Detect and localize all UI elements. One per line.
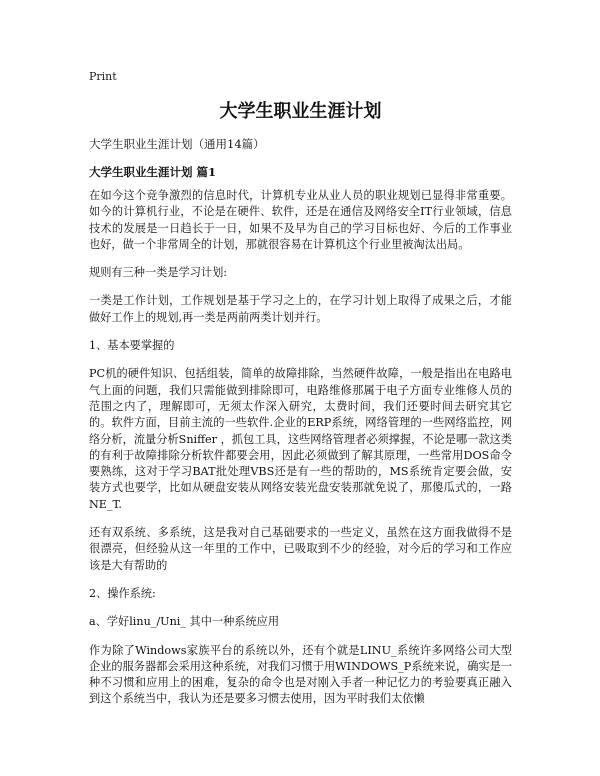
print-link[interactable]: Print	[89, 70, 117, 83]
page-title: 大学生职业生涯计划	[219, 101, 382, 122]
paragraph: 还有双系统、多系统，这是我对自己基础要求的一些定义，虽然在这方面我做得不是很漂亮，但经验从这一年里的工作中，已吸取到不少的经验，对今后的学习和工作应该是大有帮助的	[89, 526, 512, 572]
paragraph: 在如今这个竞争激烈的信息时代，计算机专业从业人员的职业规划已显得非常重要。如今的计算机行业，不论是在硬件、软件，还是在通信及网络安全IT行业领域，信息技术的发展是一日趋长于一日，如果不及早为自己的学习目标也好、今后的工作事业也好，做一个非常周全的计划，那就很容易在计算机这个行业里被淘汰出局。	[89, 189, 512, 251]
paragraph: a、学好linu_/Uni_ 其中一种系统应用	[89, 615, 280, 629]
paragraph: 作为除了Windows家族平台的系统以外，还有个就是LINU_系统许多网络公司大型企业的服务器都会采用这种系统，对我们习惯于用WINDOWS_P系统来说，确实是一种不习惯和应用上的困难，复杂的命令也是对刚入手者一种记忆力的考验要真正融入到这个系统当中，我认为还是要多习惯去使用，因为平时我们太依懒	[89, 643, 512, 706]
paragraph-heading: 1、基本要掌握的	[89, 339, 175, 353]
paragraph: 规则有三种一类是学习计划:	[89, 266, 228, 280]
section-heading: 大学生职业生涯计划 篇1	[89, 165, 217, 179]
paragraph-heading: 2、操作系统:	[89, 586, 156, 600]
document-subtitle: 大学生职业生涯计划（通用14篇）	[89, 137, 265, 151]
paragraph: 一类是工作计划，工作规划是基于学习之上的，在学习计划上取得了成果之后，才能做好工作上的规划,再一类是两前两类计划并行。	[89, 294, 512, 324]
paragraph: PC机的硬件知识、包括组装，简单的故障排除，当然硬件故障，一般是指出在电路电气上面的问题，我们只需能做到排除即可，电路维修那属于电子方面专业维修人员的范围之内了，理解即可，无须太作深入研究，太费时间，我们还要时间去研究其它的。软件方面，目前主流的一些软件.企业的ERP系统，网络管理的一些网络监控，网络分析，流量分析Sniffer ，抓包工具，这些网络管理者必须撑握，不论是哪一款这类的有利于故障排除分析软件都要会用，因此必须做到了解其原理，一些常用DOS命令要熟练，这对于学习BAT批处理VBS还是有一些的帮助的，MS系统肯定要会做，安装方式也要学，比如从硬盘安装从网络安装光盘安装那就免说了，那傻瓜式的，一路NE_T.	[89, 367, 512, 511]
